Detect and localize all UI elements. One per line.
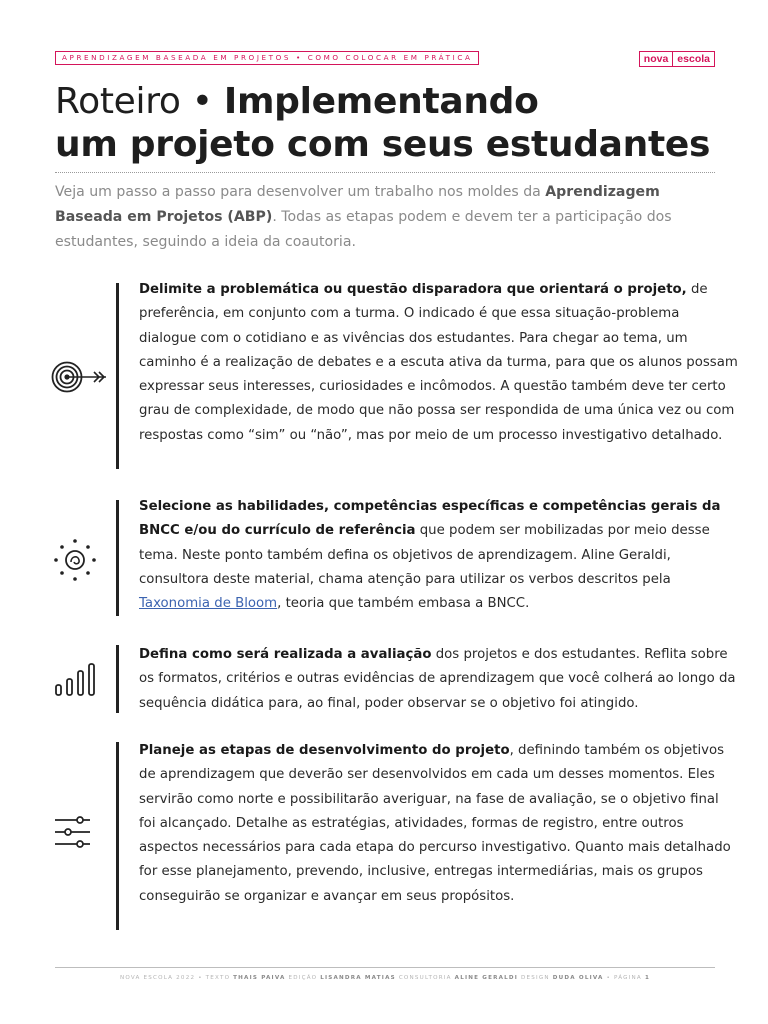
footer-design: DUDA OLIVA (552, 975, 604, 981)
footer-edicao-label: EDIÇÃO (285, 975, 321, 981)
footer-page-label: • PÁGINA (603, 975, 645, 981)
step-1-bold: Delimite a problemática ou questão disparadora que orientará o projeto, (139, 282, 687, 297)
step-4-bold: Planeje as etapas de desenvolvimento do projeto (139, 743, 510, 758)
title-bold-line2: um projeto com seus estudantes (55, 124, 711, 165)
footer-credits (55, 975, 715, 981)
step-2 (50, 500, 740, 618)
step-4-text (139, 739, 739, 909)
logo-part-escola: escola (677, 53, 710, 65)
step-1-text (139, 278, 739, 448)
footer-texto: THAIS PAIVA (233, 975, 286, 981)
footer-divider (55, 967, 715, 968)
step-4 (50, 742, 740, 932)
step-2-body-after: , teoria que também embasa a BNCC. (277, 596, 530, 612)
intro-text-2: . Todas as etapas podem e devem ter a participação dos estudantes, seguindo a ideia da coautoria. (55, 209, 672, 250)
step-3-text (139, 643, 739, 716)
title-bold-line1: Implementando (223, 81, 539, 122)
footer-edicao: LISANDRA MATIAS (320, 975, 396, 981)
step-3-bold: Defina como será realizada a avaliação (139, 647, 432, 662)
intro-text-1: Veja um passo a passo para desenvolver um trabalho nos moldes da (55, 184, 546, 200)
target-icon (50, 360, 108, 398)
step-divider (116, 645, 119, 713)
section-tag: APRENDIZAGEM BASEADA EM PROJETOS • COMO COLOCAR EM PRÁTICA (55, 51, 479, 65)
nova-escola-logo (639, 51, 715, 67)
header-bar (55, 51, 715, 71)
title-light: Roteiro • (55, 81, 224, 122)
intro-paragraph (55, 180, 717, 255)
step-divider (116, 742, 119, 930)
footer-consultoria-label: CONSULTORIA (395, 975, 455, 981)
page-number: 1 (644, 975, 651, 981)
dotted-divider (55, 172, 715, 173)
step-divider (116, 500, 119, 616)
step-1-body: de preferência, em conjunto com a turma. O indicado é que essa situação-problema dialogue com o cotidiano e as vivências dos estudantes. Para chegar ao tema, um caminho é a realização de debates e a escuta ativa da turma, para que os alunos possam expressar seus interesses, curiosidades e incômodos. A questão também deve ter certo grau de complexidade, de modo que não possa ser respondida de uma única vez ou com respostas como “sim” ou “não”, mas por meio de um processo investigativo detalhado. (139, 282, 738, 443)
step-2-bold: Selecione as habilidades, competências específicas e competências gerais da BNCC e/ou do currículo de referência (139, 499, 721, 539)
logo-part-nova: nova (640, 52, 674, 66)
taxonomia-bloom-link[interactable]: Taxonomia de Bloom (139, 596, 278, 612)
step-1 (50, 283, 740, 473)
step-3-body: dos projetos e dos estudantes. Reflita sobre os formatos, critérios e outras evidências de aprendizagem que você colherá ao longo da sequência didática para, ao final, poder observar se o objetivo foi atingido. (139, 647, 736, 711)
step-2-text (139, 495, 739, 616)
brain-sparkle-icon (50, 537, 100, 587)
step-4-body: , definindo também os objetivos de aprendizagem que deverão ser desenvolvidos em cada um desses momentos. Eles servirão como norte e possibilitarão averiguar, na fase de avaliação, se o objetivo final foi alcançado. Detalhe as estratégias, atividades, formas de registro, entre outros aspectos necessários para cada etapa do percurso investigativo. Quanto mais detalhado for esse planejamento, prevendo, inclusive, entregas intermediárias, mais os grupos conseguirão se organizar e avançar em seus propósitos. (139, 743, 731, 904)
footer-design-label: DESIGN (518, 975, 553, 981)
step-divider (116, 283, 119, 469)
step-3 (50, 645, 740, 717)
page-title (55, 80, 710, 166)
step-2-body: que podem ser mobilizadas por meio desse tema. Neste ponto também defina os objetivos de aprendizagem. Aline Geraldi, consultora deste material, chama atenção para utilizar os verbos descritos pela (139, 523, 710, 587)
footer-consultoria: ALINE GERALDI (454, 975, 519, 981)
footer-brand: NOVA ESCOLA 2022 • TEXTO (119, 975, 234, 981)
bar-chart-icon (50, 661, 100, 701)
sliders-icon (50, 814, 96, 856)
intro-bold: Aprendizagem Baseada em Projetos (ABP) (55, 184, 660, 225)
